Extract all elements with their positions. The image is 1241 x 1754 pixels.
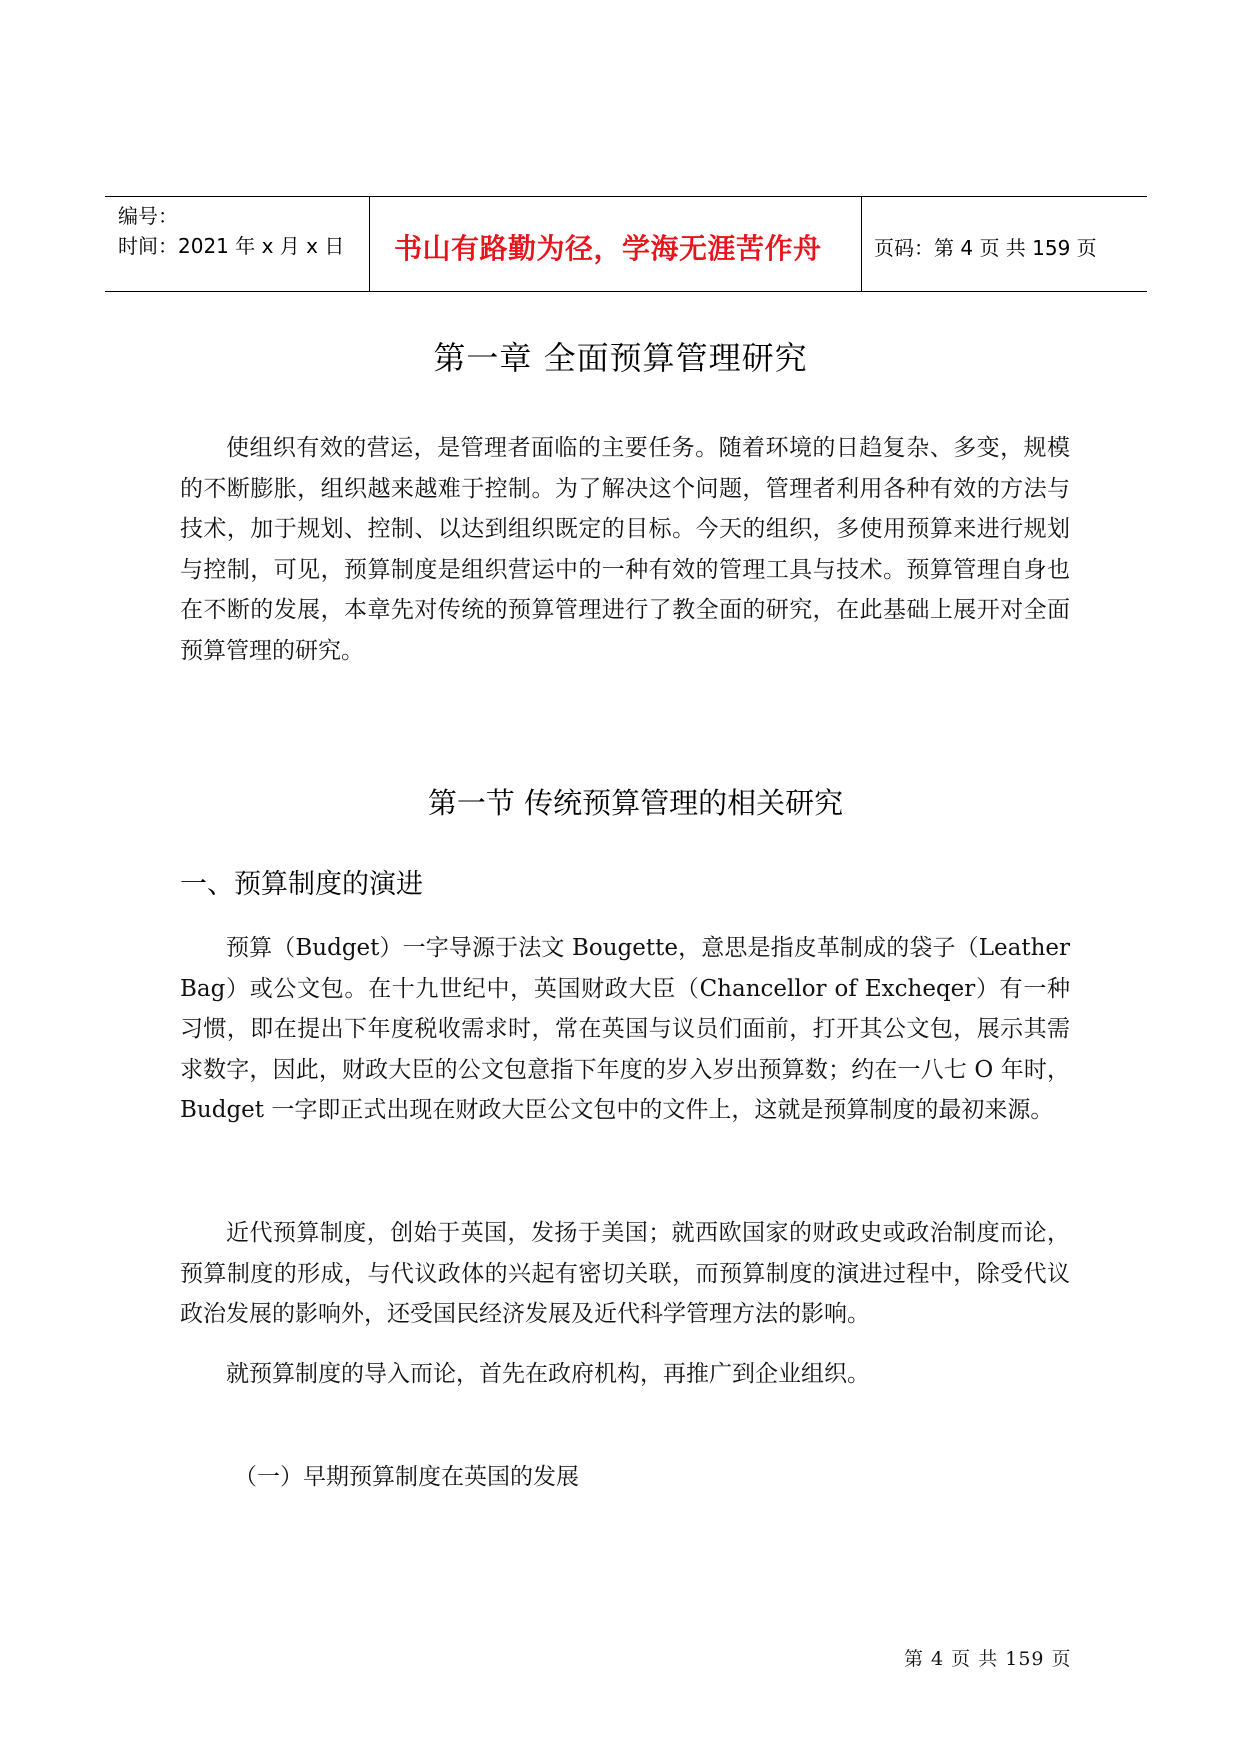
section-title: 第一节 传统预算管理的相关研究 <box>427 786 844 820</box>
header-motto: 书山有路勤为径，学海无涯苦作舟 <box>394 232 822 265</box>
header-number-label: 编号： <box>118 204 178 228</box>
body-paragraph: 近代预算制度，创始于英国，发扬于美国；就西欧国家的财政史或政治制度而论，预算制度的形成，与代议政体的兴起有密切关联，而预算制度的演进过程中，除受代议政治发展的影响外，还受国民经济发展及近代科学管理方法的影响。 <box>180 1220 1070 1327</box>
footer-page-number: 第 4 页 共 159 页 <box>904 1648 1072 1670</box>
intro-paragraph: 使组织有效的营运，是管理者面临的主要任务。随着环境的日趋复杂、多变，规模的不断膨胀，组织越来越难于控制。为了解决这个问题，管理者利用各种有效的方法与技术，加于规划、控制、以达到组织既定的目标。今天的组织，多使用预算来进行规划与控制，可见，预算制度是组织营运中的一种有效的管理工具与技术。预算管理自身也在不断的发展，本章先对传统的预算管理进行了教全面的研究，在此基础上展开对全面预算管理的研究。 <box>180 435 1070 664</box>
header-page-label: 页码：第 4 页 共 159 页 <box>874 236 1097 260</box>
header-meta-cell <box>105 197 370 291</box>
header-motto-cell <box>370 197 862 291</box>
header-time-label: 时间：2021 年 x 月 x 日 <box>118 234 345 258</box>
sub-subheading: （一）早期预算制度在英国的发展 <box>234 1464 579 1490</box>
body-paragraph: 就预算制度的导入而论，首先在政府机构，再推广到企业组织。 <box>226 1361 870 1387</box>
document-header <box>105 196 1147 292</box>
header-page-cell <box>862 197 1147 291</box>
chapter-title: 第一章 全面预算管理研究 <box>433 339 808 377</box>
subheading: 一、预算制度的演进 <box>180 869 423 900</box>
body-paragraph: 预算（Budget）一字导源于法文 Bougette，意思是指皮革制成的袋子（Leather Bag）或公文包。在十九世纪中，英国财政大臣（Chancellor of Excheqer）有一种习惯，即在提出下年度税收需求时，常在英国与议员们面前，打开其公文包，展示其需求数字，因此，财政大臣的公文包意指下年度的岁入岁出预算数；约在一八七 O 年时，Budget 一字即正式出现在财政大臣公文包中的文件上，这就是预算制度的最初来源。 <box>180 935 1070 1123</box>
